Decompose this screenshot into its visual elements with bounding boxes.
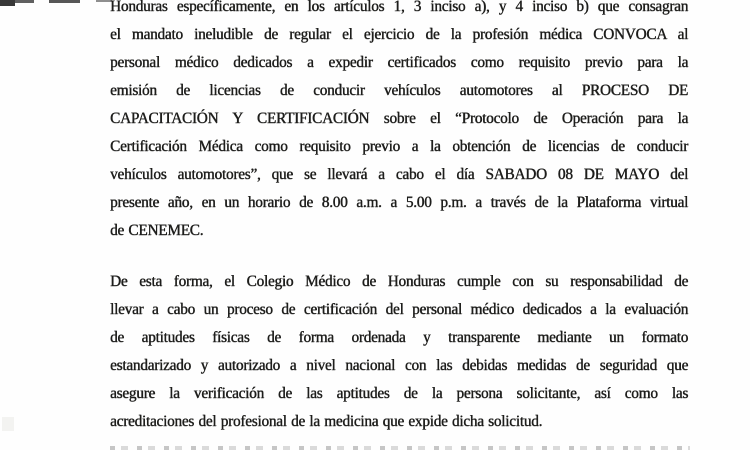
text-line: De esta forma, el Colegio Médico de Honduras cumple con su responsabilidad de [110,273,688,290]
text-line: estandarizado y autorizado a nivel nacional con las debidas medidas de seguridad que [110,357,688,374]
text-line: asegure la verificación de las aptitudes de la persona solicitante, así como las [110,385,688,402]
scan-edge-mark-dash [49,0,80,3]
text-line: Certificación Médica como requisito previo a la obtención de licencias de conducir [110,138,688,155]
text-line: personal médico dedicados a expedir certificados como requisito previo para la [110,54,688,71]
text-line: Honduras específicamente, en los artículos 1, 3 inciso a), y 4 inciso b) que consagran [110,0,688,15]
text-line: CAPACITACIÓN Y CERTIFICACIÓN sobre el “Protocolo de Operación para la [110,110,688,127]
clipped-next-line [110,446,690,450]
document-text-block [110,0,688,436]
scan-smudge [2,417,14,431]
paragraph-responsabilidad [110,268,688,436]
text-line: el mandato ineludible de regular el ejercicio de la profesión médica CONVOCA al [110,26,688,43]
text-line: vehículos automotores”, que se llevará a cabo el día SABADO 08 DE MAYO del [110,166,688,183]
text-line: llevar a cabo un proceso de certificación del personal médico dedicados a la evaluación [110,301,688,318]
paragraph-convocatoria [110,0,688,245]
scan-edge-mark-corner [0,0,15,6]
text-line: emisión de licencias de conducir vehículos automotores al PROCESO DE [110,82,688,99]
text-line: de CENEMEC. [110,222,204,239]
scan-edge-mark-corner-tail [15,0,34,3]
text-line: de aptitudes físicas de forma ordenada y transparente mediante un formato [110,329,688,346]
text-line: acreditaciones del profesional de la medicina que expide dicha solicitud. [110,413,543,430]
text-line: presente año, en un horario de 8.00 a.m. a 5.00 p.m. a través de la Plataforma virtual [110,194,688,211]
